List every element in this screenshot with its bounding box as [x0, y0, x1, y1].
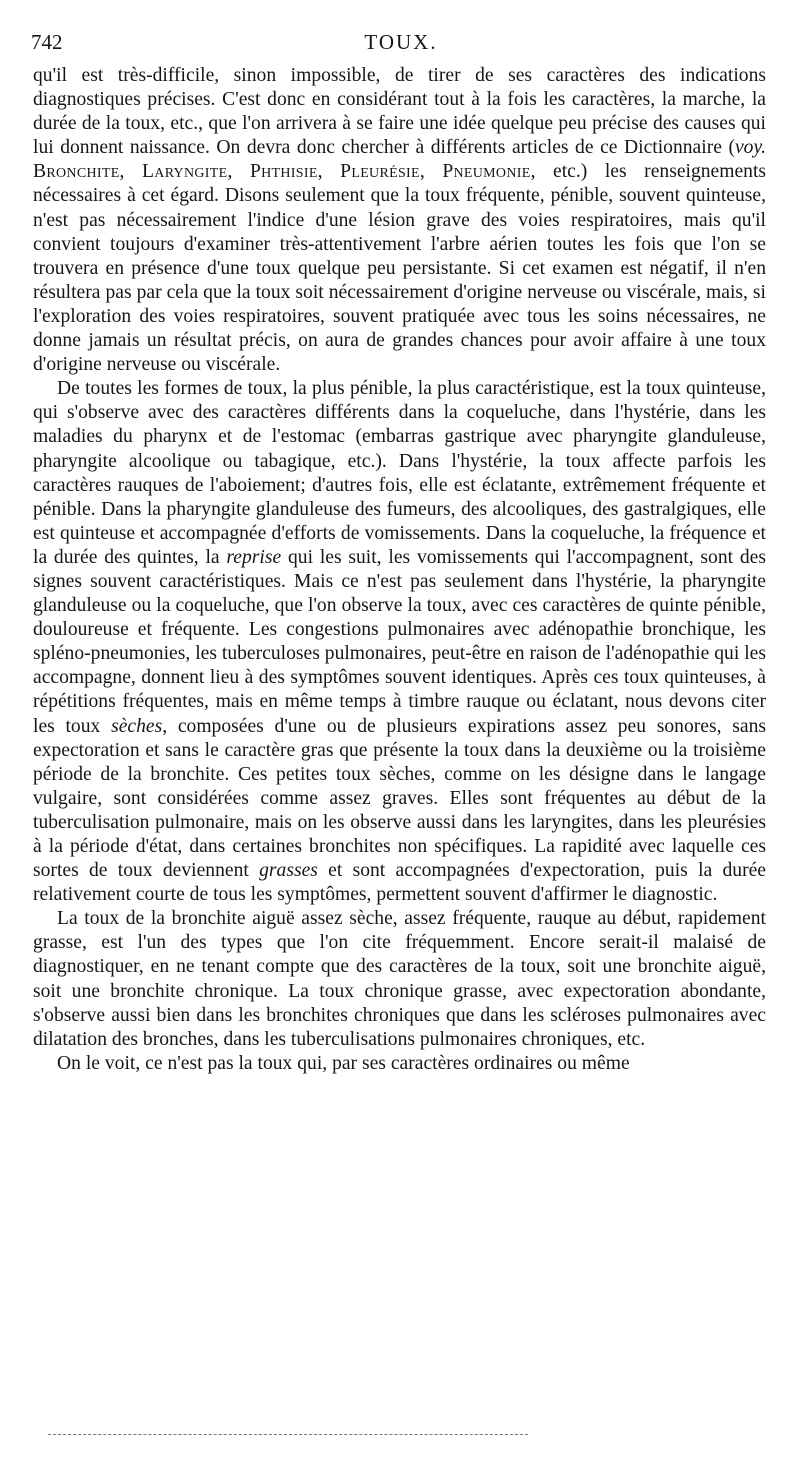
voy-abbrev: voy.: [734, 137, 766, 159]
text-run: ,: [317, 161, 341, 183]
text-run: , composées d'une ou de plusieurs expirations assez peu sonores, sans expectoration et sans le caractère gras que présente la toux dans la deuxième ou la troisième période de la bronchite. Ces petites toux sèches, comme on les désigne dans le langage vulgaire, sont considérées comme assez graves. Elles sont fréquentes au début de la tuberculisation pulmonaire, mais on les observe aussi dans les laryngites, dans les pleurésies à la période d'état, dans certaines bronchites non spécifiques. La rapidité avec laquelle ces sortes de toux deviennent: [33, 715, 766, 882]
page-number: 742: [31, 30, 63, 54]
footer-dotted-rule: [48, 1434, 528, 1435]
text-run: ,: [227, 161, 250, 183]
text-run: qu'il est très-difficile, sinon impossible, de tirer de ses caractères des indications diagnostiques précises. C'est donc en considérant tout à la fois les caractères, la marche, la durée de la toux, etc., que l'on arrivera à se faire une idée quelque peu précise des causes qui lui donnent naissance. On devra donc chercher à différents articles de ce Dictionnaire (: [33, 65, 766, 159]
text-run: De toutes les formes de toux, la plus pénible, la plus caractéristique, est la toux quinteuse, qui s'observe avec des caractères différents dans la coqueluche, dans l'hystérie, dans les maladies du pharynx et de l'estomac (embarras gastrique avec pharyngite glanduleuse, pharyngite alcoolique ou tabagique, etc.). Dans l'hystérie, la toux affecte parfois les caractères rauques de l'aboiement; d'autres fois, elle est éclatante, extrêmement fréquente et pénible. Dans la pharyngite glanduleuse des fumeurs, des alcooliques, des gastralgiques, elle est quinteuse et accompagnée d'efforts de vomissements. Dans la coqueluche, la fréquence et la durée des quintes, la: [33, 378, 766, 568]
text-run: ,: [119, 161, 143, 183]
paragraph-2: [33, 377, 766, 907]
italic-grasses: grasses: [259, 860, 318, 882]
page-header: [31, 30, 771, 60]
text-run: qui les suit, les vomissements qui l'accompagnent, sont des signes souvent caractéristiques. Mais ce n'est pas seulement dans l'hystérie, la pharyngite glanduleuse ou la coqueluche, que l'on observe la toux, avec ces caractères de quinte pénible, douloureuse et fréquente. Les congestions pulmonaires avec adénopathie bronchique, les spléno-pneumonies, les tuberculoses pulmonaires, peut-être en raison de l'adénopathie qui les accompagne, donnent lieu à des symptômes souvent identiques. Après ces toux quinteuses, à répétitions fréquentes, mais en même temps à timbre rauque ou éclatant, nous devons citer les toux: [33, 546, 766, 737]
text-run: , etc.) les renseignements nécessaires à cet égard. Disons seulement que la toux fréquente, pénible, souvent quinteuse, n'est pas nécessairement l'indice d'une lésion grave des voies respiratoires, mais qu'il convient toujours d'examiner très-attentivement l'arbre aérien toutes les fois que l'on se trouvera en présence d'une toux quelque peu persistante. Si cet examen est négatif, il n'en résultera pas par cela que la toux soit nécessairement d'origine nerveuse ou viscérale, mais, si l'exploration des voies respiratoires, souvent pratiquée avec tous les soins nécessaires, ne donne jamais un résultat précis, on aura de grandes chances pour avoir affaire à une toux d'origine nerveuse ou viscérale.: [33, 161, 767, 376]
paragraph-3: La toux de la bronchite aiguë assez sèche, assez fréquente, rauque au début, rapidement grasse, est l'un des types que l'on cite fréquemment. Encore serait-il malaisé de diagnostiquer, en ne tenant compte que des caractères de la toux, soit une bronchite aiguë, soit une bronchite chronique. La toux chronique grasse, avec expectoration abondante, s'observe aussi bien dans les bronchites chroniques que dans les scléroses pulmonaires avec dilatation des bronches, dans les tuberculisations pulmonaires chroniques, etc.: [33, 908, 766, 1050]
running-title: TOUX.: [364, 30, 438, 54]
italic-reprise: reprise: [226, 546, 282, 568]
cross-ref-laryngite: Laryngite: [142, 161, 228, 183]
italic-seches: sèches: [111, 715, 163, 737]
cross-ref-phthisie: Phthisie: [249, 161, 318, 183]
paragraph-1: [33, 64, 766, 377]
cross-ref-bronchite: Bronchite: [33, 161, 120, 183]
cross-ref-pleuresie: Pleurésie: [340, 161, 420, 183]
text-run: ,: [419, 161, 443, 183]
paragraph-4: On le voit, ce n'est pas la toux qui, par ses caractères ordinaires ou même: [57, 1052, 630, 1074]
text-run: et sont accompagnées d'expectoration, puis la durée relativement courte de tous les symptômes, permettent souvent d'affirmer le diagnostic.: [33, 860, 766, 906]
body-text: [33, 64, 766, 1076]
cross-ref-pneumonie: Pneumonie: [442, 161, 531, 183]
